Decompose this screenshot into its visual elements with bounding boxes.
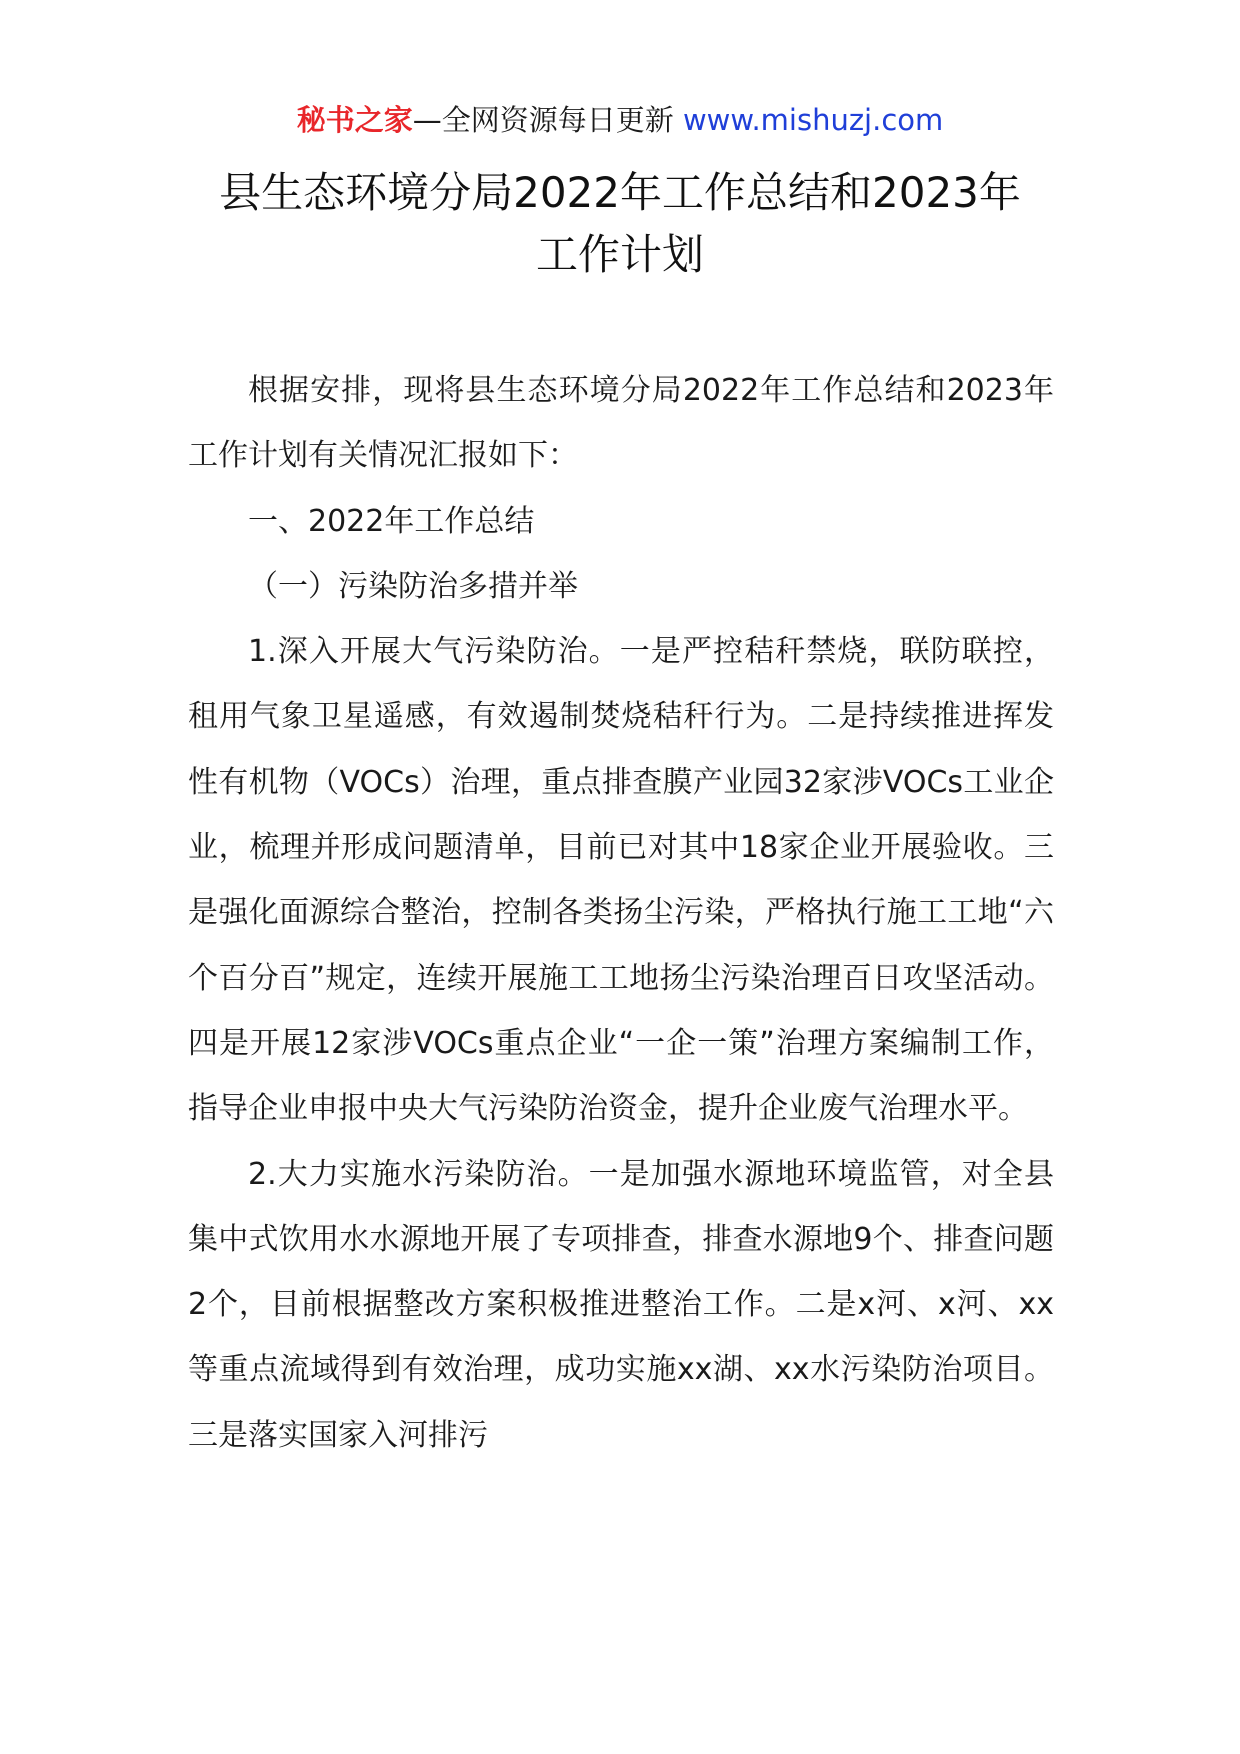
document-title bbox=[170, 162, 1070, 286]
document-title-line-1: 县生态环境分局2022年工作总结和2023年 bbox=[219, 168, 1021, 217]
water-pollution-paragraph: 2.大力实施水污染防治。一是加强水源地环境监管，对全县集中式饮用水水源地开展了专项排查，排查水源地9个、排查问题2个，目前根据整改方案积极推进整治工作。二是x河、x河、xx等重点流域得到有效治理，成功实施xx湖、xx水污染防治项目。三是落实国家入河排污 bbox=[188, 1156, 1054, 1453]
document-body bbox=[188, 358, 1054, 1468]
intro-paragraph: 根据安排，现将县生态环境分局2022年工作总结和2023年工作计划有关情况汇报如下： bbox=[188, 373, 1054, 474]
site-header bbox=[0, 100, 1240, 140]
document-title-line-2: 工作计划 bbox=[535, 230, 704, 279]
section-heading: 一、2022年工作总结 bbox=[248, 503, 535, 539]
header-slogan: —全网资源每日更新 bbox=[412, 103, 674, 137]
site-url-link[interactable]: www.mishuzj.com bbox=[682, 103, 944, 137]
brand-name: 秘书之家 bbox=[296, 103, 413, 137]
subsection-heading: （一）污染防治多措并举 bbox=[248, 568, 578, 604]
air-pollution-paragraph: 1.深入开展大气污染防治。一是严控秸秆禁烧，联防联控，租用气象卫星遥感，有效遏制焚烧秸秆行为。二是持续推进挥发性有机物（VOCs）治理，重点排查膜产业园32家涉VOCs工业企业，梳理并形成问题清单，目前已对其中18家企业开展验收。三是强化面源综合整治，控制各类扬尘污染，严格执行施工工地“六个百分百”规定，连续开展施工工地扬尘污染治理百日攻坚活动。四是开展12家涉VOCs重点企业“一企一策”治理方案编制工作，指导企业申报中央大气污染防治资金，提升企业废气治理水平。 bbox=[188, 634, 1054, 1127]
